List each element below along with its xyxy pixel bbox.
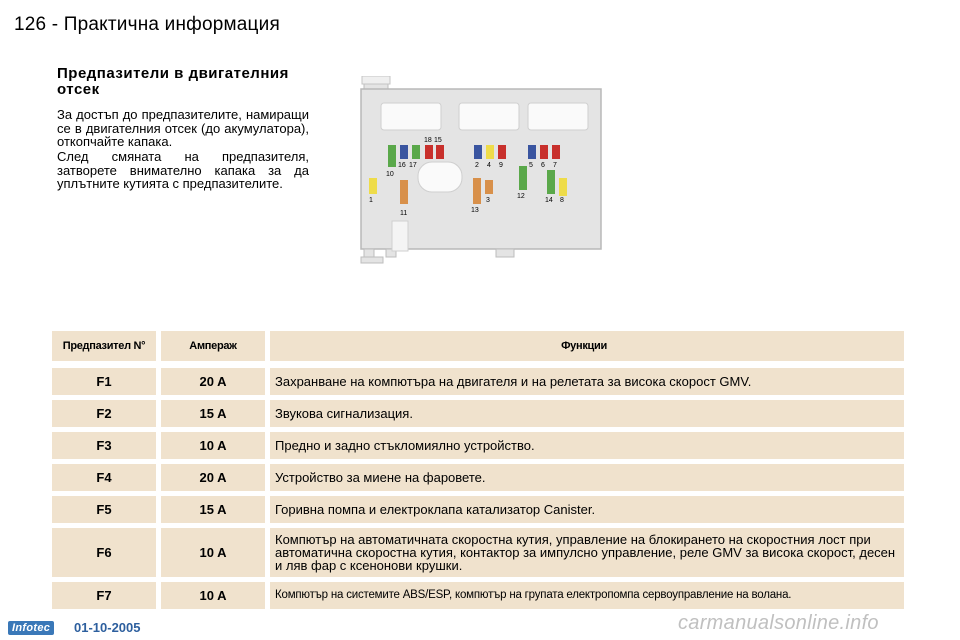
- fuse-label: 13: [471, 207, 479, 214]
- table-header-row: [52, 331, 904, 361]
- header-functions: Функции: [270, 331, 904, 361]
- header-fuse-number: Предпазител N°: [52, 331, 156, 361]
- table-row: [52, 400, 904, 427]
- fuse-label: 11: [400, 210, 408, 217]
- fuse-table: [52, 331, 904, 614]
- fuse-function: Предно и задно стъкломиялно устройство.: [270, 432, 904, 459]
- fuse-amperage: 10 A: [161, 582, 265, 609]
- fuse-label: 4: [487, 162, 491, 169]
- fuse-function: Устройство за миене на фаровете.: [270, 464, 904, 491]
- page-title: 126 - Практична информация: [14, 14, 280, 35]
- fuse-label: 5: [529, 162, 533, 169]
- fuse-number: F6: [52, 528, 156, 577]
- fuse-label: 17: [409, 162, 417, 169]
- fuse-label: 14: [545, 197, 553, 204]
- fuse-function: Горивна помпа и електроклапа катализатор Canister.: [270, 496, 904, 523]
- fuse-function: Звукова сигнализация.: [270, 400, 904, 427]
- table-row: [52, 432, 904, 459]
- table-row: [52, 496, 904, 523]
- fuse-label: 10: [386, 171, 394, 178]
- fuse-label: 18: [424, 137, 432, 144]
- fuse-number: F3: [52, 432, 156, 459]
- table-row: [52, 582, 904, 609]
- table-row: [52, 464, 904, 491]
- fuse-function: Захранване на компютъра на двигателя и на релетата за висока скорост GMV.: [270, 368, 904, 395]
- watermark: carmanualsonline.info: [678, 612, 879, 634]
- fuse-label: 6: [541, 162, 545, 169]
- fuse-number: F5: [52, 496, 156, 523]
- fuse-amperage: 20 A: [161, 464, 265, 491]
- instruction-paragraph-access: За достъп до предпазителите, намиращи се в двигателния отсек (до акумулатора), откопчайте капака.: [57, 107, 309, 149]
- fuse-label: 3: [486, 197, 490, 204]
- instruction-paragraph-replace: След смяната на предпазителя, затворете внимателно капака за да уплътните кутията с предпазителите.: [57, 149, 309, 191]
- fuse-box-diagram: [356, 76, 606, 266]
- fuse-amperage: 15 A: [161, 496, 265, 523]
- fuse-amperage: 15 A: [161, 400, 265, 427]
- fuse-amperage: 10 A: [161, 432, 265, 459]
- fuse-label: 16: [398, 162, 406, 169]
- table-row: [52, 368, 904, 395]
- fuse-amperage: 20 A: [161, 368, 265, 395]
- fuse-label: 7: [553, 162, 557, 169]
- fuse-label: 15: [434, 137, 442, 144]
- fuse-function: Компютър на автоматичната скоростна кутия, управление на блокирането на скоростния лост при автоматична скоростна кутия, контактор за импулсно управление, реле GMV за висока скорост, десен и ляв фар с ксенонови крушки.: [270, 528, 904, 577]
- fuse-number: F7: [52, 582, 156, 609]
- fuse-label: 8: [560, 197, 564, 204]
- fuse-amperage: 10 A: [161, 528, 265, 577]
- header-amperage: Ампераж: [161, 331, 265, 361]
- fuse-function: Компютър на системите ABS/ESP, компютър на групата електропомпа сервоуправление на волана.: [270, 582, 904, 609]
- fuse-label: 2: [475, 162, 479, 169]
- fuse-number: F2: [52, 400, 156, 427]
- table-row: [52, 528, 904, 577]
- section-title: Предпазители в двигателния отсек: [57, 65, 289, 98]
- fuse-number: F4: [52, 464, 156, 491]
- fuse-label: 9: [499, 162, 503, 169]
- infotec-logo: Infotec: [8, 621, 54, 635]
- fuse-number: F1: [52, 368, 156, 395]
- publication-date: 01-10-2005: [74, 620, 141, 635]
- fuse-label: 1: [369, 197, 373, 204]
- fuse-label: 12: [517, 193, 525, 200]
